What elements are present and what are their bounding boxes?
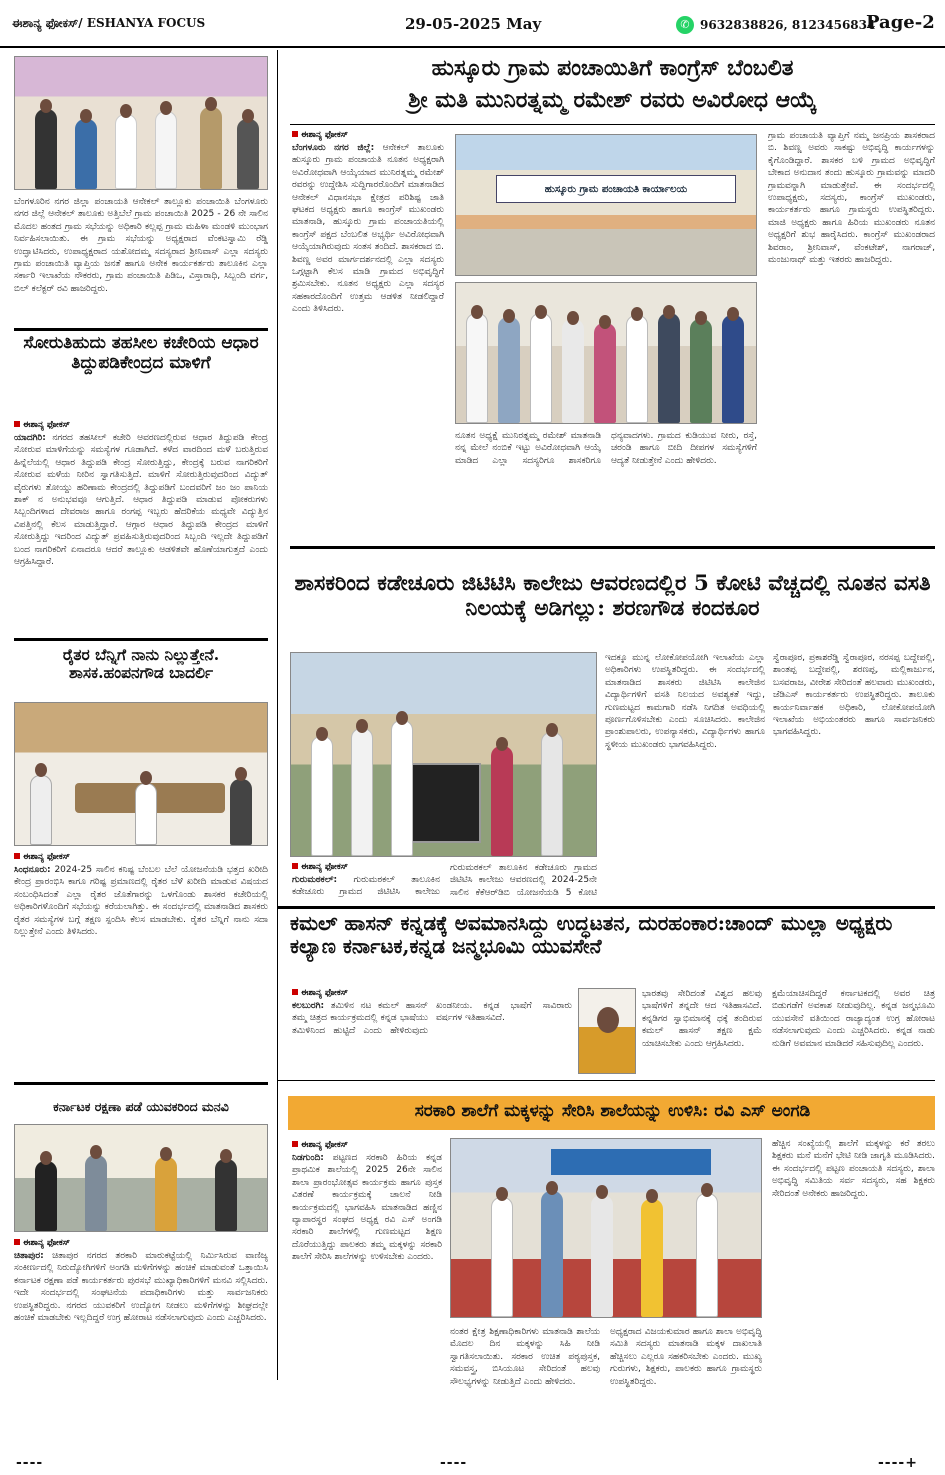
page-number: Page-2 [866, 12, 935, 33]
story-school-body-a: ನಿಡಗುಂದಿ: ಪಟ್ಟಣದ ಸರಕಾರಿ ಹಿರಿಯ ಕನ್ನಡ ಪ್ರಾಥಮಿಕ ಶಾಲೆಯಲ್ಲಿ 2025 26ನೇ ಸಾಲಿನ ಶಾಲಾ ಪ್ರಾರಂಭೋತ್ಸವ ಕಾರ್ಯಕ್ರಮ ಹಾಗೂ ಪುಸ್ತಕ ವಿತರಣೆ ಕಾರ್ಯಕ್ರಮಕ್ಕೆ ಚಾಲನೆ ನೀಡಿ ಕಾರ್ಯಕ್ರಮದಲ್ಲಿ ಭಾಗವಹಿಸಿ ಮಾತನಾಡಿದ ಹಣ್ಣಿನ ವ್ಯಾಪಾರಸ್ಥರ ಸಂಘದ ಅಧ್ಯಕ್ಷ ರವಿ ಎಸ್ ಅಂಗಡಿ ಸರಕಾರಿ ಶಾಲೆಗಳಲ್ಲಿ ಗುಣಮಟ್ಟದ ಶಿಕ್ಷಣ ದೊರೆಯುತ್ತಿದ್ದು ಪಾಲಕರು ತಮ್ಮ ಮಕ್ಕಳನ್ನು ಸರಕಾರಿ ಶಾಲೆಗೆ ಸೇರಿಸಿ ಶಾಲೆಗಳನ್ನು ಉಳಿಸಬೇಕು ಎಂದರು. [292, 1153, 442, 1263]
news-photo-foundation [290, 652, 597, 857]
story-husnur-headline-1: ಹುಸ್ಕೂರು ಗ್ರಾಮ ಪಂಚಾಯಿತಿಗೆ ಕಾಂಗ್ರೆಸ್ ಬೆಂಬಲಿತ [431, 55, 794, 81]
story-school-headline: ಸರಕಾರಿ ಶಾಲೆಗೆ ಮಕ್ಕಳನ್ನು ಸೇರಿಸಿ ಶಾಲೆಯನ್ನು ಉಳಿಸಿ: ರವಿ ಎಸ್ ಅಂಗಡಿ [414, 1101, 811, 1121]
footer-mark-left: ---- [16, 1455, 44, 1471]
byline: ಈಶಾನ್ಯ ಫೋಕಸ್ [292, 130, 348, 140]
story-kadechur-headline: ಶಾಸಕರಿಂದ ಕಡೇಚೂರು ಜಿಟಿಟಿಸಿ ಕಾಲೇಜು ಆವರಣದಲ್ಲಿರ 5 ಕೋಟಿ ವೆಚ್ಚದಲ್ಲಿ ನೂತನ ವಸತಿ ನಿಲಯಕ್ಕೆ ಅಡಿಗಲ್ಲು: ಶರಣಗೌಡ ಕಂದಕೂರ [294, 571, 931, 621]
news-photo-panchayat-office [455, 134, 757, 276]
news-photo-portrait [578, 988, 636, 1074]
story-raksha-headline: ಕರ್ನಾಟಕ ರಕ್ಷಣಾ ಪಡೆ ಯುವಕರಿಂದ ಮನವಿ [53, 1099, 229, 1114]
news-photo-memorandum [14, 1124, 268, 1232]
byline: ಈಶಾನ್ಯ ಫೋಕಸ್ [14, 852, 70, 862]
story-left-top-body: ಬೆಂಗಳೂರಿನ ನಗರ ಜಿಲ್ಲಾ ಪಂಚಾಯತಿ ಆನೇಕಲ್ ತಾಲ್ಲೂಕು ಪಂಚಾಯಿತಿ ಬೆಂಗಳೂರು ನಗರ ಜಿಲ್ಲೆ ಆನೇಕಲ್ ತಾಲೂಕು ಅತ್ತಿಬೆಲೆ ಗ್ರಾಮ ಪಂಚಾಯಿತಿ 2025 - 26 ನೇ ಸಾಲಿನ ಮೊದಲ ಹಂತದ ಗ್ರಾಮ ಸಭೆಯನ್ನು ಅಧಿಕಾರಿ ಕಲ್ಲಪ್ಪ ಗ್ರಾಮ ಮಹಿಳಾ ಮಂಡಳಿ ಮುಂಭಾಗ ನಿರ್ವಹಿಸಲಾಯಿತು. ಈ ಗ್ರಾಮ ಸಭೆಯನ್ನು ಅಧ್ಯಕ್ಷರಾದ ವೆಂಕಟಸ್ವಾಮಿ ರೆಡ್ಡಿ ಉದ್ಘಾಟಿಸಿದರು, ಉಪಾಧ್ಯಕ್ಷರಾದ ಯಶೋದಮ್ಮ ಸದಸ್ಯರಾದ ಶ್ರೀನಿವಾಸ್ ಎಲ್ಲಾ ಸದಸ್ಯರು ಗ್ರಾಮ ಪಂಚಾಯಿತಿ ವ್ಯಾಪ್ತಿಯ ಜನತೆ ಹಾಗೂ ಅನೇಕ ಕಾರ್ಯಕರ್ತರು ತಾಲೂಕಿನ ಎಲ್ಲಾ ಸರ್ಕಾರಿ ಇಲಾಖೆಯ ನೌಕರರು, ಗ್ರಾಮ ಪಂಚಾಯಿತಿ ಪಿಡಿಒ, ವಿಸ್ತಾರಾಧಿ, ಸಿಬ್ಬಂದಿ ವರ್ಗ, ಬಿಲ್ ಕಲೆಕ್ಟರ್ ರವಿ ಹಾಜರಿದ್ದರು. [14, 197, 268, 294]
column-divider [277, 50, 278, 1380]
issue-date: 29-05-2025 May [405, 15, 542, 33]
story-farmers-body: ಸಿಂಧನೂರು: 2024-25 ಸಾಲಿನ ಕನಿಷ್ಟ ಬೆಂಬಲ ಬೆಲೆ ಯೋಜನೆಯಡಿ ಭತ್ತದ ಖರೀದಿ ಕೇಂದ್ರ ಪ್ರಾರಂಭಿಸಿ ಕಾಗೂ ಗರಿಷ್ಟ ಪ್ರಮಾಣದಲ್ಲಿ ರೈತರ ಬೆಳೆ ಖರೀದಿ ಮಾಡುವ ವಿಷಯದ ಸಂಬಂಧಿಸಿದಂತೆ ಎಲ್ಲಾ ರೈತರ ಜೊತೆಗಾರನ್ನು ಒಳಗೊಂಡು ಶಾಸಕರ ಕಚೇರಿಯಲ್ಲಿ ಅಧಿಕಾರಿಗಳೊಂದಿಗೆ ಸಭೆಯನ್ನು ಕರೆಯಲಾಗಿತ್ತು. ಈ ಸಂದರ್ಭದಲ್ಲಿ ಮಾತನಾಡಿದ ಶಾಸಕರು ರೈತರ ಸಮಸ್ಯೆಗಳ ಬಗ್ಗೆ ತಕ್ಷಣ ಸ್ಪಂದಿಸಿ ಕೆಲಸ ಮಾಡಬೇಕು. ರೈತರ ಬೆನ್ನಿಗೆ ನಾನು ಸದಾ ನಿಲ್ಲುತ್ತೇನೆ ಎಂದು ತಿಳಿಸಿದರು. [14, 865, 268, 938]
story-school-body-c: ಅಧ್ಯಕ್ಷರಾದ ವಿಜಯಕುಮಾರ ಹಾಗೂ ಶಾಲಾ ಅಭಿವೃದ್ಧಿ ಸಮಿತಿ ಸದಸ್ಯರು ಮಾತನಾಡಿ ಮಕ್ಕಳ ದಾಖಲಾತಿ ಹೆಚ್ಚಿಸಲು ಎಲ್ಲರೂ ಸಹಕರಿಸಬೇಕು ಎಂದರು. ಮುಖ್ಯ ಗುರುಗಳು, ಶಿಕ್ಷಕರು, ಪಾಲಕರು ಹಾಗೂ ಗ್ರಾಮಸ್ಥರು ಉಪಸ್ಥಿತರಿದ್ದರು. [610, 1327, 762, 1387]
section-rule [278, 1080, 935, 1081]
story-husnur-headline-2: ಶ್ರೀ ಮತಿ ಮುನಿರತ್ನಮ್ಮ ರಮೇಶ್ ರವರು ಅವಿರೋಧ ಆಯ್ಕೆ [408, 87, 817, 113]
section-rule [14, 328, 268, 331]
section-rule [14, 638, 268, 641]
story-husnur-body-mid: ನೂತನ ಅಧ್ಯಕ್ಷೆ ಮುನಿರತ್ನಮ್ಮ ರಮೇಶ್ ಮಾತನಾಡಿ ನನ್ನ ಮೇಲೆ ನಂಬಿಕೆ ಇಟ್ಟು ಅವಿರೋಧವಾಗಿ ಆಯ್ಕೆ ಮಾಡಿದ ಎಲ್ಲಾ ಸದಸ್ಯರಿಗೂ ಶಾಸಕರಿಗೂ ಧನ್ಯವಾದಗಳು. ಗ್ರಾಮದ ಕುಡಿಯುವ ನೀರು, ರಸ್ತೆ, ಚರಂಡಿ ಹಾಗೂ ಬೀದಿ ದೀಪಗಳ ಸಮಸ್ಯೆಗಳಿಗೆ ಆದ್ಯತೆ ನೀಡುತ್ತೇನೆ ಎಂದು ಹೇಳಿದರು. [455, 431, 757, 466]
story-kadechur-body-a: ಗುರುಮಠಕಲ್: ಗುರುಮಠಕಲ್ ತಾಲೂಕಿನ ಕಡೇಚೂರು ಗ್ರಾಮದ ಜಿಟಿಟಿಸಿ ಕಾಲೇಜು [292, 875, 440, 898]
story-kadechur-body-b: ಇದಕ್ಕೂ ಮುನ್ನ ಲೋಕೋಪಯೋಗಿ ಇಲಾಖೆಯ ಎಲ್ಲಾ ಅಧಿಕಾರಿಗಳು ಉಪಸ್ಥಿತರಿದ್ದರು. ಈ ಸಂದರ್ಭದಲ್ಲಿ ಮಾತನಾಡಿದ ಶಾಸಕರು ಜಿಟಿಟಿಸಿ ಕಾಲೇಜಿನ ವಿದ್ಯಾರ್ಥಿಗಳಿಗೆ ವಸತಿ ನಿಲಯದ ಅವಶ್ಯಕತೆ ಇದ್ದು, ಗುಣಮಟ್ಟದ ಕಾಮಗಾರಿ ನಡೆಸಿ ನಿಗದಿತ ಅವಧಿಯಲ್ಲಿ ಪೂರ್ಣಗೊಳಿಸಬೇಕು ಎಂದು ಸೂಚಿಸಿದರು. ಕಾಲೇಜಿನ ಪ್ರಾಂಶುಪಾಲರು, ಉಪನ್ಯಾಸಕರು, ವಿದ್ಯಾರ್ಥಿಗಳು ಹಾಗೂ ಸ್ಥಳೀಯ ಮುಖಂಡರು ಭಾಗವಹಿಸಿದ್ದರು. [605, 653, 765, 750]
story-school-body-d: ಹೆಚ್ಚಿನ ಸಂಖ್ಯೆಯಲ್ಲಿ ಶಾಲೆಗೆ ಮಕ್ಕಳನ್ನು ಕರೆ ತರಲು ಶಿಕ್ಷಕರು ಮನೆ ಮನೆಗೆ ಭೇಟಿ ನೀಡಿ ಜಾಗೃತಿ ಮೂಡಿಸಿದರು. ಈ ಸಂದರ್ಭದಲ್ಲಿ ಪಟ್ಟಣ ಪಂಚಾಯತಿ ಸದಸ್ಯರು, ಶಾಲಾ ಅಭಿವೃದ್ಧಿ ಸಮಿತಿಯ ಸರ್ವ ಸದಸ್ಯರು, ಸಹ ಶಿಕ್ಷಕರು ಸೇರಿದಂತೆ ಅನೇಕರು ಹಾಜರಿದ್ದರು. [772, 1139, 935, 1199]
story-aadhaar-body: ಯಾದಗಿರಿ: ನಗರದ ತಹಸೀಲ್ ಕಚೇರಿ ಆವರಣದಲ್ಲಿರುವ ಆಧಾರ ತಿದ್ದುಪಡಿ ಕೇಂದ್ರ ಸೋರುವ ಮಾಳಿಗೆಯನ್ನು ಸಮಸ್ಯೆಗಳ ಗೂಡಾಗಿದೆ. ಕಳೆದ ವಾರದಿಂದ ಮಳೆ ಬರುತ್ತಿರುವ ಹಿನ್ನೆಲೆಯಲ್ಲಿ ಆಧಾರ ತಿದ್ದುಪಡಿ ಕೇಂದ್ರ ಸೋರುತ್ತಿದ್ದು, ಕೇಂದ್ರಕ್ಕೆ ಬರುವ ನಾಗರಿಕರಿಗೆ ಸೋರುವ ಮಳೆಯ ನೀರಿನ ಸ್ವಾಗತಿಸುತ್ತಿದೆ. ಮಾಳಿಗೆ ಸೋರುತ್ತಿರುವುದರಿಂದ ವಿದ್ಯುತ್ ವೈರುಗಳು ತೋಯ್ದು ಹರಿಣಾಮ ಕೇಂದ್ರದಲ್ಲಿ ತಿದ್ದುಪಡಿಗೆ ಬಂದವರಿಗೆ ಜಂ ಜಂ ಪಾನಿಯ ಶಾಕ್ ನ ಅನುಭವವೂ ಆಗುತ್ತಿದೆ. ಆಧಾರ ತಿದ್ದುಪಡಿ ಮಾಡುವ ಪೋಕರುಗಳು ಸಿಬ್ಬಂದಿಗಳಾದ ದೇವರಾಜ ಹಾಗೂ ರಂಗಪ್ಪ ಇಬ್ಬರು ಹೆದರಿಕೆಯ ಮಧ್ಯವೇ ವಿದ್ಯುತ್ತಿನ ವಿಪತ್ತಿನಲ್ಲಿ ಕೆಲಸ ಮಾಡುತ್ತಿದ್ದಾರೆ. ಆಗ್ಗಾರ ಆಧಾರ ತಿದ್ದುಪಡಿ ಕೇಂದ್ರದ ಮಾಳಿಗೆ ಸೋರುತ್ತಿದ್ದು ಇದರಿಂದ ವಿದ್ಯುತ್ ಪ್ರವಹಿಸುತ್ತಿರುವುದರಿಂದ ಸಿಬ್ಬಂದಿ ಇಲ್ಲದೇ ತಿದ್ದುಪಡಿಗೆ ಬಂದ ನಾಗರಿಕರಿಗೆ ಏನಾದರೂ ಆದರೆ ತಾಲ್ಲೂಕು ಆಡಳಿತವೇ ಹೊಣೆಯಾಗುತ್ತದೆ ಎಂದು ಆಗ್ರಹಿಸಿದ್ದಾರೆ. [14, 433, 268, 568]
news-photo-meeting [14, 702, 268, 846]
contact-phones: 9632838826, 8123456834 [700, 18, 876, 32]
story-husnur-body-right: ಗ್ರಾಮ ಪಂಚಾಯತಿ ವ್ಯಾಪ್ತಿಗೆ ನಮ್ಮ ಜನಪ್ರಿಯ ಶಾಸಕರಾದ ಬಿ. ಶಿವಣ್ಣ ಅವರು ಸಾಕಷ್ಟು ಅಭಿವೃದ್ಧಿ ಕಾರ್ಯಗಳನ್ನು ಕೈಗೊಂಡಿದ್ದಾರೆ. ಶಾಸಕರ ಬಳಿ ಗ್ರಾಮದ ಅಭಿವೃದ್ಧಿಗೆ ಬೇಕಾದ ಅನುದಾನ ತಂದು ಹುಸ್ಕೂರು ಗ್ರಾಮವನ್ನು ಮಾದರಿ ಗ್ರಾಮವನ್ನಾಗಿ ಮಾಡುತ್ತೇವೆ. ಈ ಸಂದರ್ಭದಲ್ಲಿ ಉಪಾಧ್ಯಕ್ಷರು, ಸದಸ್ಯರು, ಕಾಂಗ್ರೆಸ್ ಮುಖಂಡರು, ಕಾರ್ಯಕರ್ತರು ಹಾಗೂ ಗ್ರಾಮಸ್ಥರು ಉಪಸ್ಥಿತರಿದ್ದರು. ಮಾಜಿ ಅಧ್ಯಕ್ಷರು ಹಾಗೂ ಹಿರಿಯ ಮುಖಂಡರು ನೂತನ ಅಧ್ಯಕ್ಷರಿಗೆ ಶುಭ ಹಾರೈಸಿದರು. ಕಾಂಗ್ರೆಸ್ ಮುಖಂಡರಾದ ಶಿವರಾಂ, ಶ್ರೀನಿವಾಸ್, ವೆಂಕಟೇಶ್, ನಾಗರಾಜ್, ಮಂಜುನಾಥ್ ಮತ್ತು ಇತರರು ಹಾಜರಿದ್ದರು. [768, 131, 935, 266]
byline: ಈಶಾನ್ಯ ಫೋಕಸ್ [14, 420, 70, 430]
byline: ಈಶಾನ್ಯ ಫೋಕಸ್ [292, 862, 348, 872]
story-kadechur-body-c: ಸ್ವೆರಾಪೂರ, ಪ್ರಕಾಶರೆಡ್ಡಿ ಸ್ವೆರಾಪೂರ, ನರಸಪ್ಪ ಬದ್ದೇಪಲ್ಲಿ, ಶಾಂತಪ್ಪ ಬದ್ದೇಪಲ್ಲಿ, ಶರಣಪ್ಪ, ಮಲ್ಲಿಕಾರ್ಜುನ, ಬಸವರಾಜ, ವೀರೇಶ ಸೇರಿದಂತೆ ಹಲವಾರು ಮುಖಂಡರು, ಜೆಡಿಎಸ್ ಕಾರ್ಯಕರ್ತರು ಉಪಸ್ಥಿತರಿದ್ದರು. ತಾಲೂಕು ಕಾರ್ಯನಿರ್ವಾಹಕ ಅಧಿಕಾರಿ, ಲೋಕೋಪಯೋಗಿ ಇಲಾಖೆಯ ಅಭಿಯಂತರರು ಹಾಗೂ ಸಾರ್ವಜನಿಕರು ಭಾಗವಹಿಸಿದ್ದರು. [773, 653, 935, 738]
news-photo-school-event [450, 1138, 762, 1318]
section-rule [278, 906, 935, 909]
footer-mark-right: ----+ [878, 1455, 918, 1471]
news-photo-ceremony [14, 56, 268, 190]
footer-mark-mid: ---- [440, 1455, 468, 1471]
whatsapp-icon: ✆ [676, 16, 694, 34]
byline: ಈಶಾನ್ಯ ಫೋಕಸ್ [292, 1140, 348, 1150]
paper-name: ಈಶಾನ್ಯ ಫೋಕಸ್/ ESHANYA FOCUS [12, 16, 206, 30]
story-farmers-headline: ರೈತರ ಬೆನ್ನಿಗೆ ನಾನು ನಿಲ್ಲುತ್ತೇನೆ. ಶಾಸಕ.ಹಂಪನಗೌಡ ಬಾದರ್ಲಿ [62, 645, 220, 682]
story-raksha-body: ಚಿತಾಪುರ: ಚಿತಾಪುರ ನಗರದ ತರಕಾರಿ ಮಾರುಕಟ್ಟೆಯಲ್ಲಿ ನಿರ್ಮಿಸಿರುವ ವಾಣಿಜ್ಯ ಸಂಕೀರ್ಣದಲ್ಲಿ ನಿರುದ್ಯೋಗಿಗಳಿಗೆ ಅಂಗಡಿ ಮಳಿಗೆಗಳನ್ನು ಹಂಚಿಕೆ ಮಾಡುವಂತೆ ಒತ್ತಾಯಿಸಿ ಕರ್ನಾಟಕ ರಕ್ಷಣಾ ಪಡೆ ಕಾರ್ಯಕರ್ತರು ಪುರಸಭೆ ಮುಖ್ಯಾಧಿಕಾರಿಗಳಿಗೆ ಮನವಿ ಸಲ್ಲಿಸಿದರು. ಇದೇ ಸಂದರ್ಭದಲ್ಲಿ ಸಂಘಟನೆಯ ಪದಾಧಿಕಾರಿಗಳು ಮತ್ತು ಸಾರ್ವಜನಿಕರು ಉಪಸ್ಥಿತರಿದ್ದರು. ನಗರದ ಯುವಕರಿಗೆ ಉದ್ಯೋಗ ನೀಡಲು ಮಳಿಗೆಗಳನ್ನು ಶೀಘ್ರದಲ್ಲೇ ಹಂಚಿಕೆ ಮಾಡಬೇಕು ಇಲ್ಲದಿದ್ದರೆ ಉಗ್ರ ಹೋರಾಟ ನಡೆಸಲಾಗುವುದು ಎಂದು ಎಚ್ಚರಿಸಿದರು. [14, 1251, 268, 1324]
story-school-body-b: ನಂತರ ಕ್ಷೇತ್ರ ಶಿಕ್ಷಣಾಧಿಕಾರಿಗಳು ಮಾತನಾಡಿ ಶಾಲೆಯ ಮೊದಲ ದಿನ ಮಕ್ಕಳನ್ನು ಸಿಹಿ ನೀಡಿ ಸ್ವಾಗತಿಸಲಾಯಿತು. ಸರಕಾರ ಉಚಿತ ಪಠ್ಯಪುಸ್ತಕ, ಸಮವಸ್ತ್ರ, ಬಿಸಿಯೂಟ ಸೇರಿದಂತೆ ಹಲವು ಸೌಲಭ್ಯಗಳನ್ನು ನೀಡುತ್ತಿದೆ ಎಂದು ಹೇಳಿದರು. [450, 1327, 600, 1387]
story-kamal-body-a: ಕಲಬುರಗಿ: ತಮಿಳಿನ ನಟ ಕಮಲ್ ಹಾಸನ್ ತಮ್ಮ ಚಿತ್ರದ ಕಾರ್ಯಕ್ರಮದಲ್ಲಿ ಕನ್ನಡ ಭಾಷೆಯು ತಮಿಳಿನಿಂದ ಹುಟ್ಟಿದೆ ಎಂದು ಹೇಳಿರುವುದು ಖಂಡನೀಯ. ಕನ್ನಡ ಭಾಷೆಗೆ ಸಾವಿರಾರು ವರ್ಷಗಳ ಇತಿಹಾಸವಿದೆ. [292, 1001, 572, 1036]
section-rule [290, 546, 935, 549]
story-aadhaar-headline: ಸೋರುತಿಹುದು ತಹಸೀಲ ಕಚೇರಿಯ ಆಧಾರ ತಿದ್ದುಪಡಿಕೇಂದ್ರದ ಮಾಳಿಗೆ [23, 333, 259, 373]
section-rule [14, 1082, 268, 1085]
story-kamal-body-b: ಭಾರತವು ಸೇರಿದಂತೆ ವಿಶ್ವದ ಹಲವು ಭಾಷೆಗಳಿಗೆ ತನ್ನದೇ ಆದ ಇತಿಹಾಸವಿದೆ. ಕನ್ನಡಿಗರ ಸ್ವಾಭಿಮಾನಕ್ಕೆ ಧಕ್ಕೆ ತಂದಿರುವ ಕಮಲ್ ಹಾಸನ್ ತಕ್ಷಣ ಕ್ಷಮೆ ಯಾಚಿಸಬೇಕು ಎಂದು ಆಗ್ರಹಿಸಿದರು. [642, 989, 762, 1049]
section-rule [290, 124, 935, 125]
story-kamal-body-c: ಕ್ಷಮೆಯಾಚಿಸದಿದ್ದರೆ ಕರ್ನಾಟಕದಲ್ಲಿ ಅವರ ಚಿತ್ರ ಬಿಡುಗಡೆಗೆ ಅವಕಾಶ ನೀಡುವುದಿಲ್ಲ. ಕನ್ನಡ ಜನ್ಮಭೂಮಿ ಯುವಸೇನೆ ವತಿಯಿಂದ ರಾಜ್ಯಾದ್ಯಂತ ಉಗ್ರ ಹೋರಾಟ ನಡೆಸಲಾಗುವುದು ಎಂದು ಎಚ್ಚರಿಸಿದರು. ಕನ್ನಡ ನಾಡು ನುಡಿಗೆ ಅವಮಾನ ಮಾಡಿದರೆ ಸಹಿಸುವುದಿಲ್ಲ ಎಂದರು. [772, 989, 935, 1049]
panchayat-signboard: ಹುಸ್ಕೂರು ಗ್ರಾಮ ಪಂಚಾಯತಿ ಕಾರ್ಯಾಲಯ [496, 175, 736, 203]
news-photo-group [455, 282, 757, 424]
byline: ಈಶಾನ್ಯ ಫೋಕಸ್ [292, 988, 348, 998]
story-kamal-headline: ಕಮಲ್ ಹಾಸನ್ ಕನ್ನಡಕ್ಕೆ ಅವಮಾನಸಿದ್ದು ಉದ್ಧಟತನ, ದುರಹಂಕಾರ:ಚಾಂದ್ ಮುಲ್ಲಾ ಅಧ್ಯಕ್ಷರು ಕಲ್ಯಾಣ ಕರ್ನಾಟಕ,ಕನ್ನಡ ಜನ್ಮಭೂಮಿ ಯುವಸೇನೆ [290, 911, 893, 958]
story-kadechur-body-a2: ಗುರುಮಠಕಲ್ ತಾಲೂಕಿನ ಕಡೇಚೂರು ಗ್ರಾಮದ ಜಿಟಿಟಿಸಿ ಕಾಲೇಜು ಆವರಣದಲ್ಲಿ 2024-25ನೇ ಸಾಲಿನ ಕೆಕೆಆರ್‌ಡಿಬಿ ಯೋಜನೆಯಡಿ 5 ಕೋಟಿ [450, 863, 597, 898]
story-husnur-body-left: ಬೆಂಗಳೂರು ನಗರ ಜಿಲ್ಲೆ: ಆನೇಕಲ್ ತಾಲೂಕು ಹುಸ್ಕೂರು ಗ್ರಾಮ ಪಂಚಾಯತಿ ನೂತನ ಅಧ್ಯಕ್ಷರಾಗಿ ಅವಿರೋಧವಾಗಿ ಆಯ್ಕೆಯಾದ ಮುನಿರತ್ನಮ್ಮ ರಮೇಶ್ ರವರನ್ನು ಉದ್ದೇಶಿಸಿ ಸುದ್ದಿಗಾರರೊಂದಿಗೆ ಮಾತನಾಡಿದ ಆನೇಕಲ್ ವಿಧಾನಸಭಾ ಕ್ಷೇತ್ರದ ಪರಿಶಿಷ್ಟ ಜಾತಿ ಘಟಕದ ಅಧ್ಯಕ್ಷರು ಹಾಗೂ ಕಾಂಗ್ರೆಸ್ ಮುಖಂಡರು ಮಾತನಾಡಿ, ಹುಸ್ಕೂರು ಗ್ರಾಮ ಪಂಚಾಯತಿಯಲ್ಲಿ ಕಾಂಗ್ರೆಸ್ ಪಕ್ಷದ ಬೆಂಬಲಿತ ಅಭ್ಯರ್ಥಿ ಅವಿರೋಧವಾಗಿ ಆಯ್ಕೆಯಾಗಿರುವುದು ಸಂತಸ ತಂದಿದೆ. ಶಾಸಕರಾದ ಬಿ. ಶಿವಣ್ಣ ಅವರ ಮಾರ್ಗದರ್ಶನದಲ್ಲಿ ಎಲ್ಲಾ ಸದಸ್ಯರು ಒಗ್ಗಟ್ಟಾಗಿ ಕೆಲಸ ಮಾಡಿ ಗ್ರಾಮದ ಅಭಿವೃದ್ಧಿಗೆ ಶ್ರಮಿಸಬೇಕು. ನೂತನ ಅಧ್ಯಕ್ಷರು ಎಲ್ಲಾ ಸದಸ್ಯರ ಸಹಕಾರದೊಂದಿಗೆ ಉತ್ತಮ ಆಡಳಿತ ನೀಡಲಿದ್ದಾರೆ ಎಂದು ತಿಳಿಸಿದರು. [292, 143, 444, 315]
byline: ಈಶಾನ್ಯ ಫೋಕಸ್ [14, 1238, 70, 1248]
